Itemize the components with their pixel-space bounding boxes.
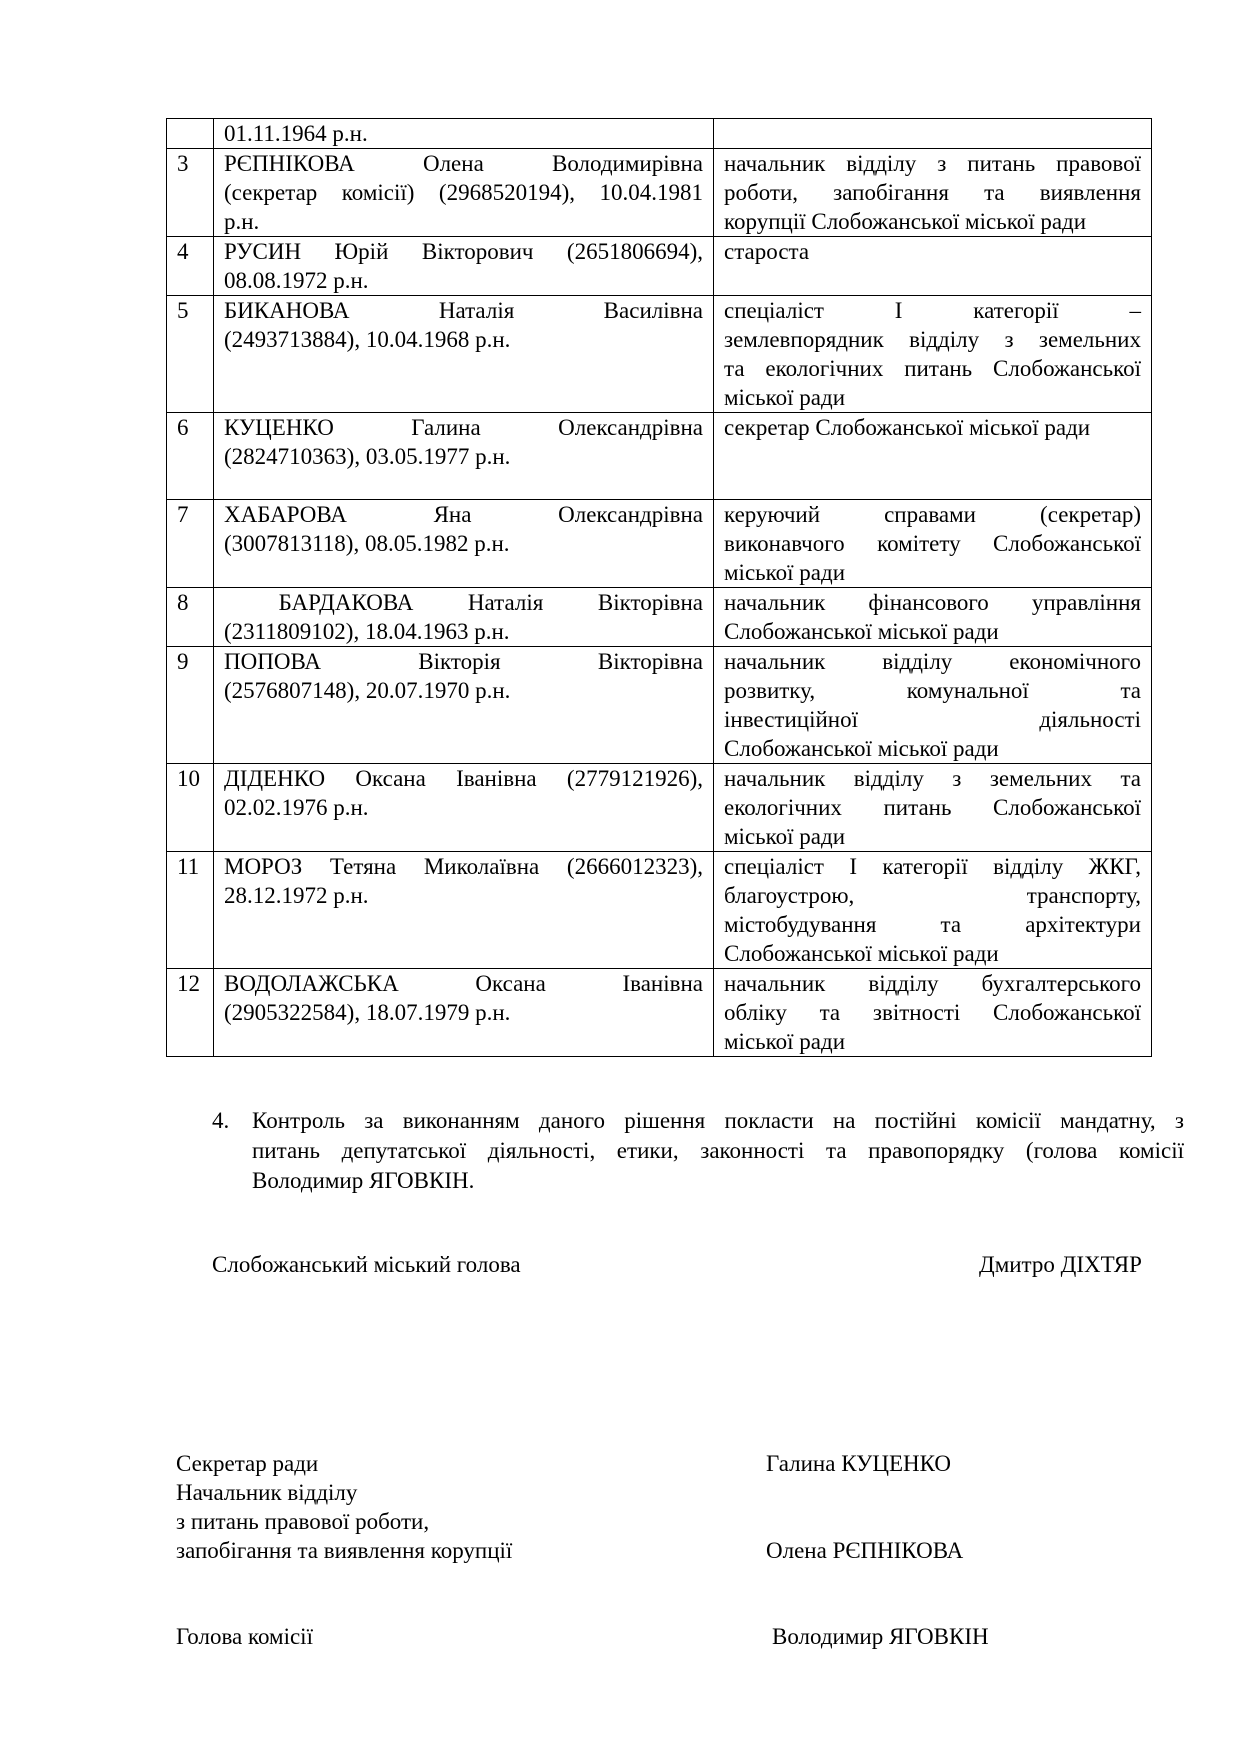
member-person-cell	[214, 119, 714, 149]
position-line: та екологічних питань Слобожанської	[724, 356, 1141, 381]
item-4-line: Володимир ЯГОВКІН.	[252, 1168, 475, 1193]
member-person-cell	[214, 296, 714, 413]
position-line: керуючий справами (секретар)	[724, 502, 1141, 527]
row-number-cell: 10	[167, 764, 214, 852]
person-line: КУЦЕНКО Галина Олександрівна	[224, 415, 703, 440]
position-line: міської ради	[724, 824, 846, 849]
position-line: роботи, запобігання та виявлення	[724, 180, 1141, 205]
department-head-title-line: Начальник відділу	[176, 1480, 358, 1505]
person-line: ПОПОВА Вікторія Вікторівна	[224, 649, 703, 674]
table-row	[167, 296, 1152, 413]
person-line: РЄПНІКОВА Олена Володимирівна	[224, 151, 703, 176]
person-line: (2311809102), 18.04.1963 р.н.	[224, 619, 510, 644]
table-row	[167, 852, 1152, 969]
position-line: інвестиційної діяльності	[724, 707, 1141, 732]
person-line: БАРДАКОВА Наталія Вікторівна	[224, 590, 703, 615]
table-row	[167, 588, 1152, 647]
department-head-name: Олена РЄПНІКОВА	[766, 1538, 964, 1563]
member-person-cell	[214, 500, 714, 588]
member-person-cell	[214, 764, 714, 852]
member-person-cell	[214, 852, 714, 969]
person-line: 08.08.1972 р.н.	[224, 268, 369, 293]
position-line: землевпорядник відділу з земельних	[724, 327, 1141, 352]
person-line: (2905322584), 18.07.1979 р.н.	[224, 1000, 511, 1025]
person-line: (2824710363), 03.05.1977 р.н.	[224, 444, 511, 469]
table-row	[167, 764, 1152, 852]
mayor-title: Слобожанський міський голова	[212, 1252, 521, 1277]
position-line: начальник відділу з земельних та	[724, 766, 1141, 791]
position-line: секретар Слобожанської міської ради	[724, 415, 1091, 440]
person-line: РУСИН Юрій Вікторович (2651806694),	[224, 239, 703, 264]
person-line: (секретар комісії) (2968520194), 10.04.1981	[224, 180, 703, 205]
position-line: спеціаліст І категорії –	[724, 298, 1141, 323]
row-number-cell: 7	[167, 500, 214, 588]
person-line: 02.02.1976 р.н.	[224, 795, 369, 820]
member-position-cell	[714, 852, 1152, 969]
row-number-cell: 6	[167, 413, 214, 500]
position-line: Слобожанської міської ради	[724, 619, 999, 644]
position-line: спеціаліст І категорії відділу ЖКГ,	[724, 854, 1141, 879]
position-line: розвитку, комунальної та	[724, 678, 1141, 703]
position-line: благоустрою, транспорту,	[724, 883, 1141, 908]
commission-head-title: Голова комісії	[176, 1624, 313, 1649]
person-line: (2576807148), 20.07.1970 р.н.	[224, 678, 511, 703]
item-4-line: Контроль за виконанням даного рішення покласти на постійні комісії мандатну, з	[252, 1108, 1184, 1133]
position-line: міської ради	[724, 1029, 846, 1054]
position-line: обліку та звітності Слобожанської	[724, 1000, 1141, 1025]
member-position-cell	[714, 149, 1152, 237]
member-person-cell	[214, 413, 714, 500]
position-line: Слобожанської міської ради	[724, 941, 999, 966]
row-number-cell: 12	[167, 969, 214, 1057]
commission-members-table	[166, 118, 1152, 1057]
table-row	[167, 119, 1152, 149]
member-person-cell	[214, 588, 714, 647]
row-number-cell: 11	[167, 852, 214, 969]
mayor-name: Дмитро ДІХТЯР	[979, 1252, 1142, 1277]
member-position-cell	[714, 588, 1152, 647]
member-person-cell	[214, 647, 714, 764]
person-line: ВОДОЛАЖСЬКА Оксана Іванівна	[224, 971, 703, 996]
item-4-text	[252, 1106, 1184, 1196]
person-line: 28.12.1972 р.н.	[224, 883, 369, 908]
member-position-cell	[714, 119, 1152, 149]
member-position-cell	[714, 413, 1152, 500]
table-row	[167, 149, 1152, 237]
position-line: міської ради	[724, 385, 846, 410]
position-line: начальник відділу економічного	[724, 649, 1141, 674]
row-number-cell: 4	[167, 237, 214, 296]
table-row	[167, 413, 1152, 500]
row-number-cell: 3	[167, 149, 214, 237]
table-row	[167, 237, 1152, 296]
position-line: містобудування та архітектури	[724, 912, 1141, 937]
member-person-cell	[214, 149, 714, 237]
position-line: начальник відділу бухгалтерського	[724, 971, 1141, 996]
person-line: МОРОЗ Тетяна Миколаївна (2666012323),	[224, 854, 703, 879]
table-body	[167, 119, 1152, 1057]
person-line: р.н.	[224, 209, 260, 234]
commission-head-name: Володимир ЯГОВКІН	[772, 1624, 989, 1649]
position-line: екологічних питань Слобожанської	[724, 795, 1141, 820]
member-position-cell	[714, 764, 1152, 852]
position-line: староста	[724, 239, 810, 264]
position-line: виконавчого комітету Слобожанської	[724, 531, 1141, 556]
item-4-number: 4.	[212, 1108, 230, 1133]
position-line: Слобожанської міської ради	[724, 736, 999, 761]
member-position-cell	[714, 969, 1152, 1057]
item-4-line: питань депутатської діяльності, етики, законності та правопорядку (голова комісії	[252, 1138, 1184, 1163]
member-person-cell	[214, 969, 714, 1057]
position-line: міської ради	[724, 560, 846, 585]
table-row	[167, 500, 1152, 588]
person-line: ДІДЕНКО Оксана Іванівна (2779121926),	[224, 766, 703, 791]
position-line: корупції Слобожанської міської ради	[724, 209, 1087, 234]
row-number-cell: 9	[167, 647, 214, 764]
secretary-title: Секретар ради	[176, 1451, 319, 1476]
person-line: 01.11.1964 р.н.	[224, 121, 368, 146]
department-head-title-line: запобігання та виявлення корупції	[176, 1538, 513, 1563]
person-line: ХАБАРОВА Яна Олександрівна	[224, 502, 703, 527]
secretary-name: Галина КУЦЕНКО	[766, 1451, 951, 1476]
member-position-cell	[714, 237, 1152, 296]
row-number-cell	[167, 119, 214, 149]
member-position-cell	[714, 647, 1152, 764]
row-number-cell: 5	[167, 296, 214, 413]
person-line: (2493713884), 10.04.1968 р.н.	[224, 327, 511, 352]
position-line: начальник відділу з питань правової	[724, 151, 1141, 176]
member-position-cell	[714, 296, 1152, 413]
department-head-title-line: з питань правової роботи,	[176, 1509, 430, 1534]
table-row	[167, 969, 1152, 1057]
member-person-cell	[214, 237, 714, 296]
table-row	[167, 647, 1152, 764]
member-position-cell	[714, 500, 1152, 588]
person-line: (3007813118), 08.05.1982 р.н.	[224, 531, 510, 556]
row-number-cell: 8	[167, 588, 214, 647]
position-line: начальник фінансового управління	[724, 590, 1141, 615]
person-line: БИКАНОВА Наталія Василівна	[224, 298, 703, 323]
